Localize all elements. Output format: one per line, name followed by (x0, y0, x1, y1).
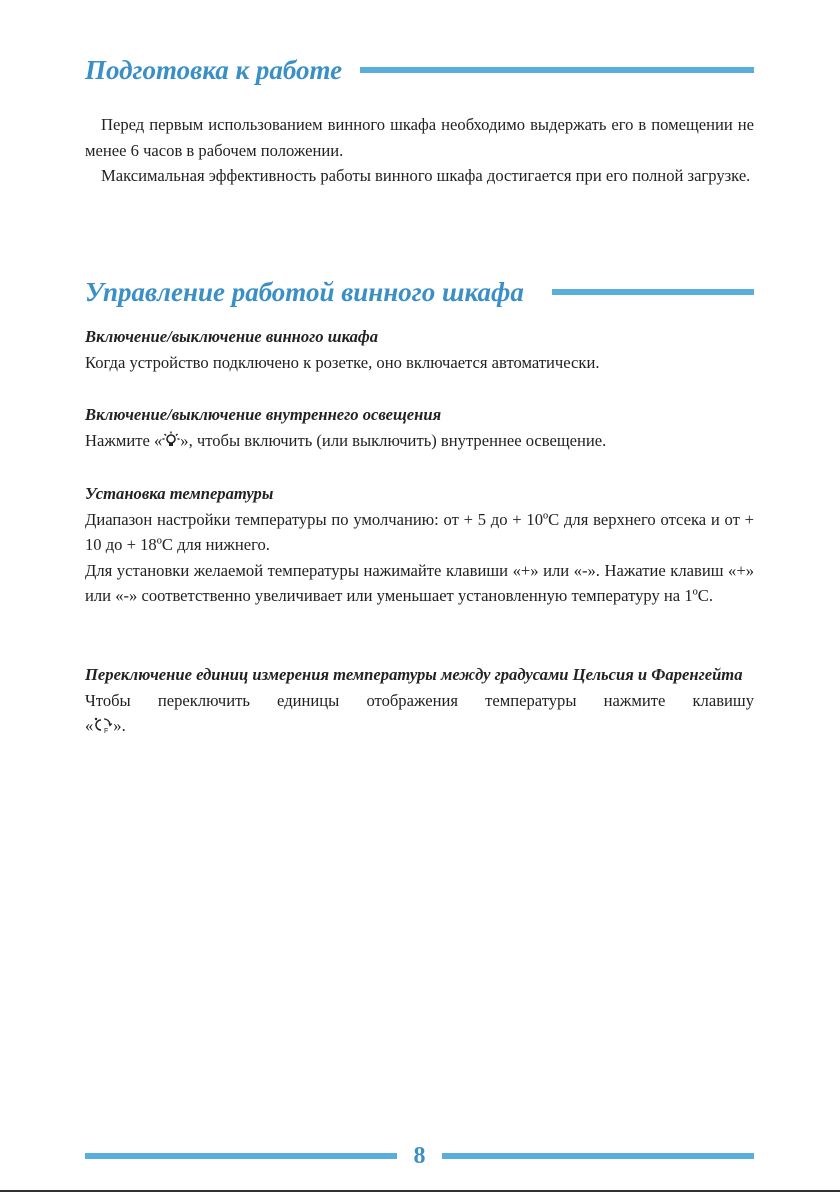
paragraph: Перед первым использованием винного шкафа необходимо выдержать его в помещении не менее 6 часов в рабочем положении. (85, 115, 754, 160)
intro-text (85, 112, 754, 189)
svg-text:F: F (104, 728, 109, 734)
subheading: Установка температуры (85, 484, 274, 503)
light-block (85, 402, 754, 456)
paragraph: Чтобы переключить единицы отображения температуры нажмите клавишу (85, 690, 754, 710)
footer-rule (85, 1153, 397, 1159)
text: ». (113, 716, 126, 735)
text: Нажмите « (85, 430, 163, 450)
paragraph: Максимальная эффективность работы винного шкафа достигается при его полной загрузке. (101, 166, 751, 185)
text: « (85, 716, 94, 735)
light-bulb-icon (162, 431, 180, 457)
header-rule (360, 67, 754, 73)
section-header-control (85, 272, 754, 312)
subheading: Включение/выключение внутреннего освещения (85, 405, 442, 424)
temperature-block (85, 481, 754, 609)
units-block (85, 662, 754, 742)
text: », чтобы включить (или выключить) внутреннее освещение. (180, 430, 607, 450)
celsius-fahrenheit-icon (93, 716, 113, 742)
paragraph: Для установки желаемой температуры нажимайте клавиши «+» или «-». Нажатие клавиш «+» или «-» соответственно увеличивает или уменьшает установленную температуру на 1ºC. (85, 560, 754, 605)
subheading: Переключение единиц измерения температуры между градусами Цельсия и Фаренгейта (85, 665, 743, 684)
subheading: Включение/выключение винного шкафа (85, 327, 379, 346)
paragraph (85, 713, 754, 742)
section-header-preparation (85, 50, 754, 90)
footer-rule (442, 1153, 754, 1159)
section-title: Управление работой винного шкафа (85, 276, 524, 307)
paragraph: Диапазон настройки температуры по умолчанию: от + 5 до + 10ºC для верхнего отсека и от + 10 до + 18ºC для нижнего. (85, 509, 754, 554)
section-title: Подготовка к работе (85, 54, 343, 85)
page-footer (85, 1143, 754, 1169)
header-rule (552, 289, 754, 295)
paragraph (85, 428, 754, 457)
power-block (85, 324, 754, 375)
paragraph: Когда устройство подключено к розетке, оно включается автоматически. (85, 352, 600, 372)
page-number: 8 (413, 1143, 426, 1169)
